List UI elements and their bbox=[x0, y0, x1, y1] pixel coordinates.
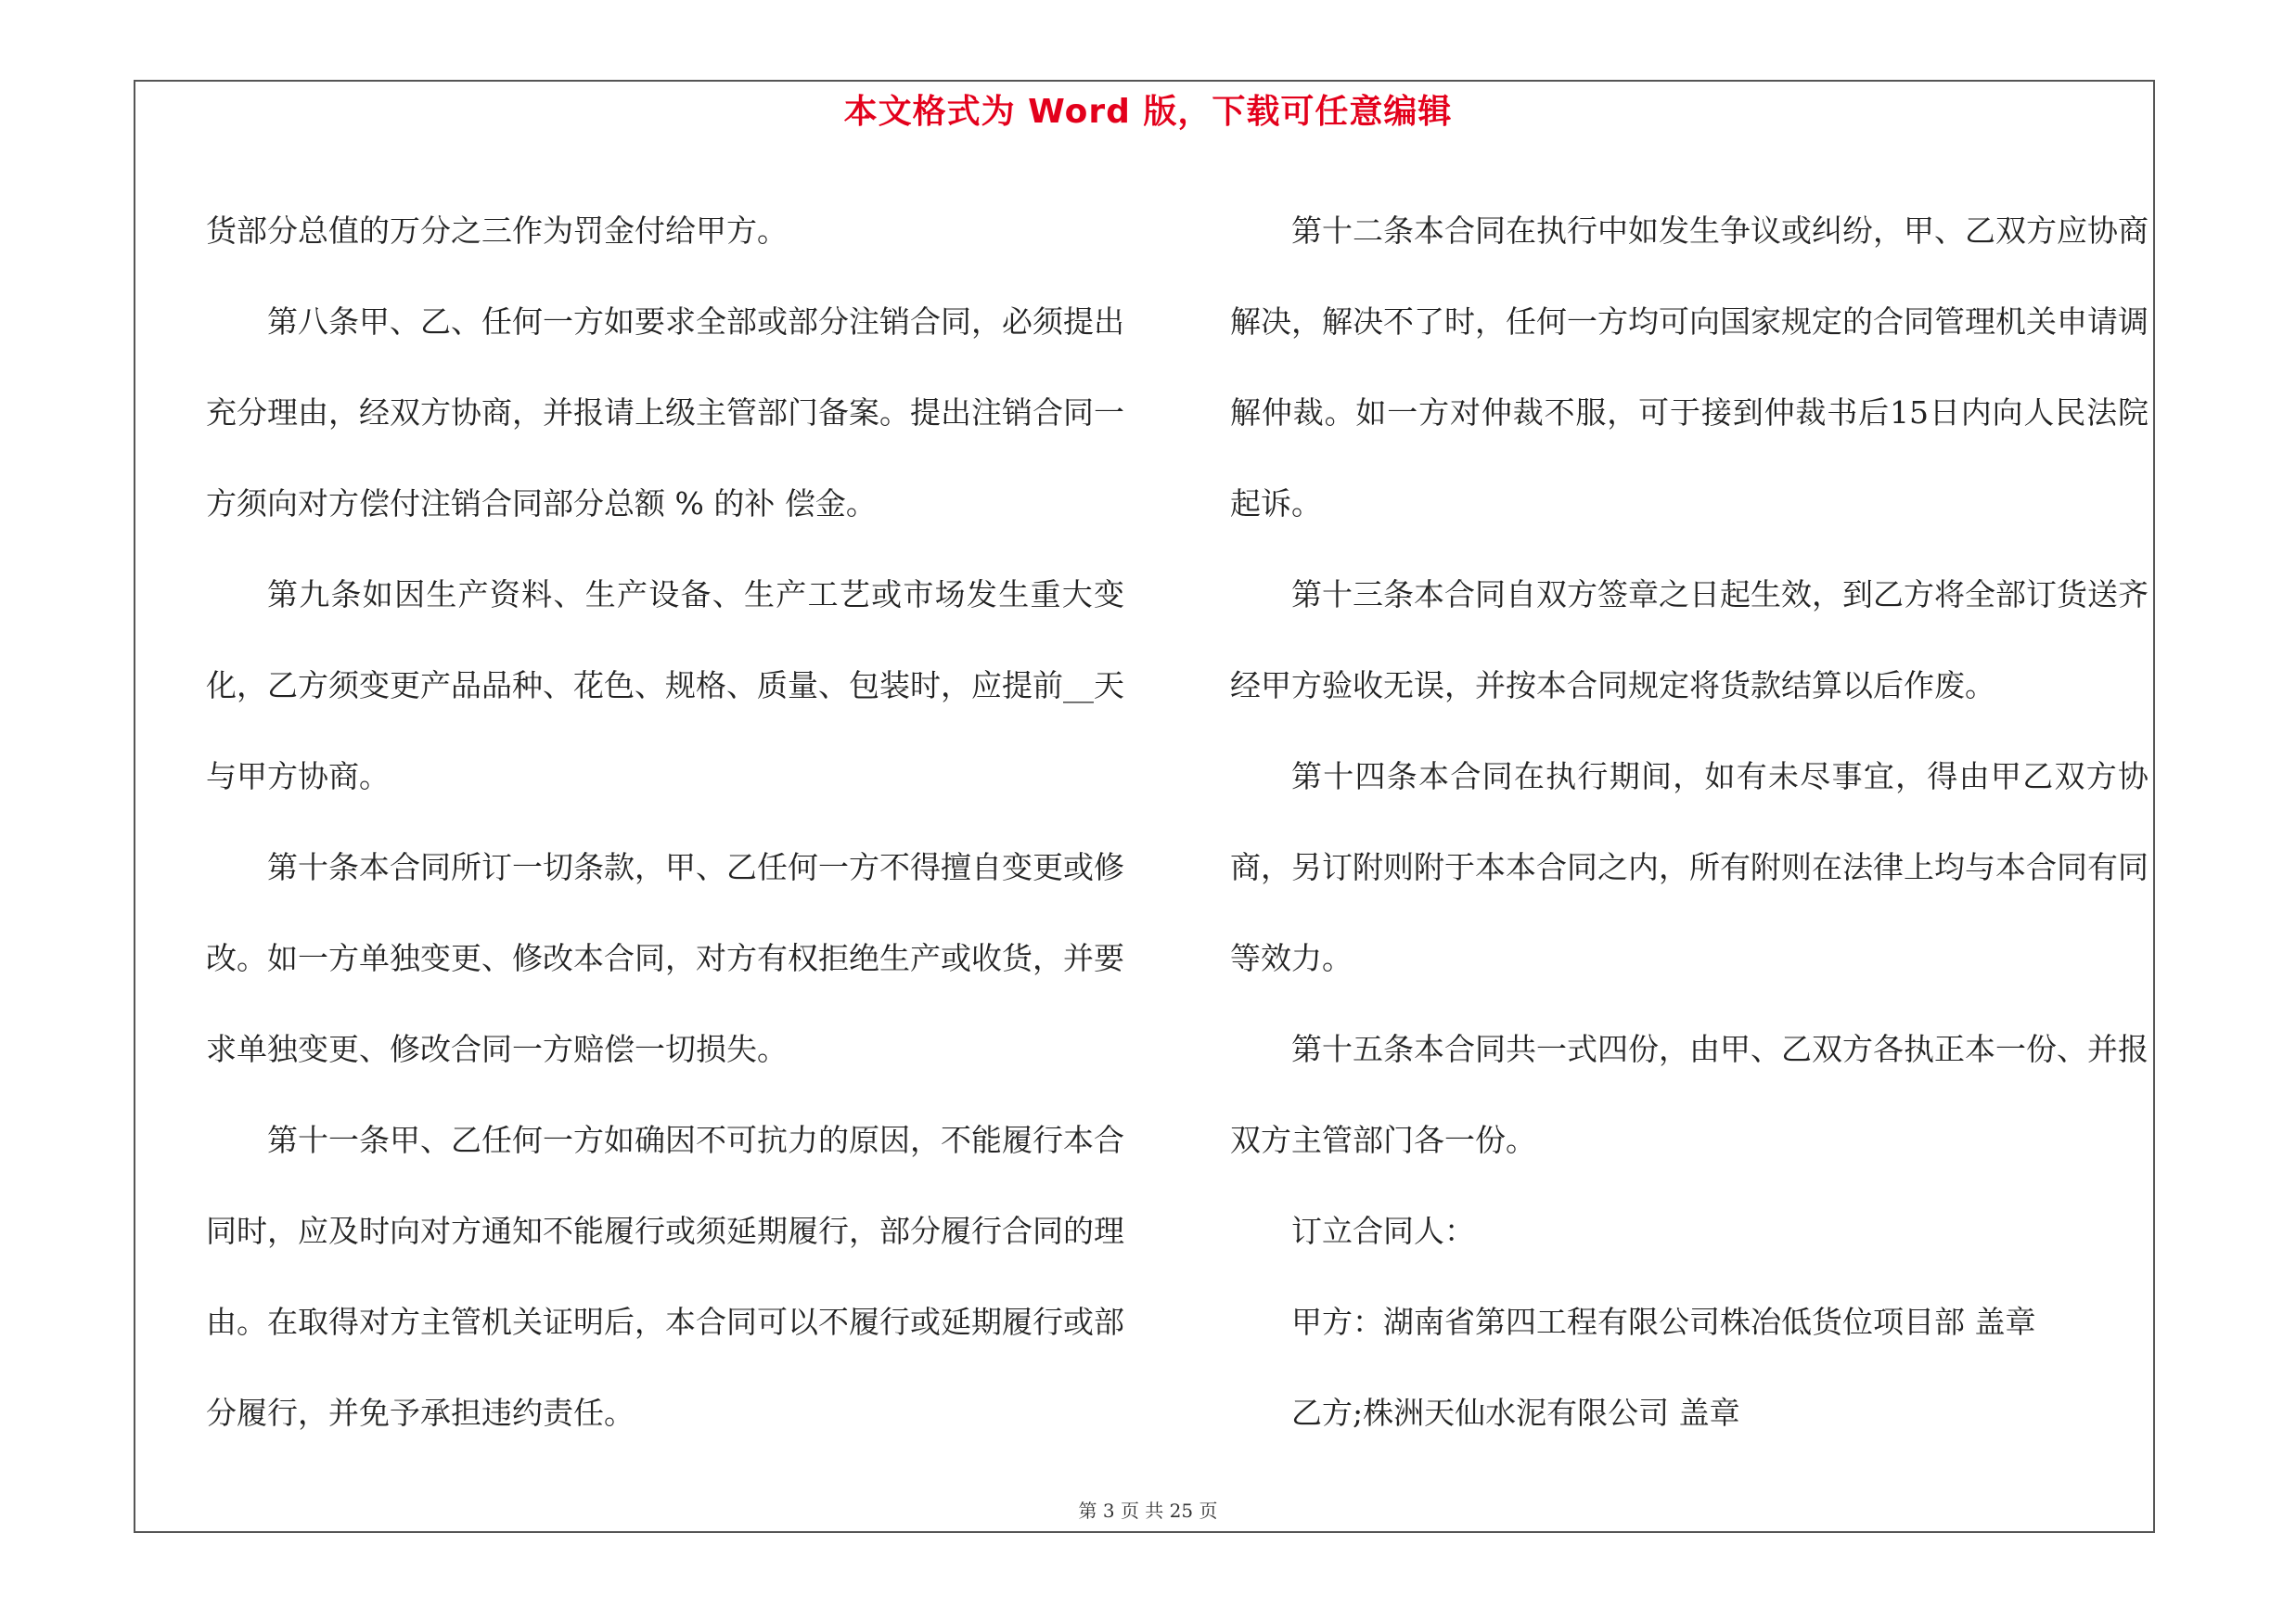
party-a-signature-line: 甲方：湖南省第四工程有限公司株冶低货位项目部 盖章 bbox=[1291, 1304, 2036, 1340]
article-13-paragraph: 第十三条本合同自双方签章之日起生效，到乙方将全部订货送齐经甲方验收无误，并按本合同规定将货款结算以后作废。 bbox=[1230, 576, 2148, 703]
right-text-column bbox=[1230, 186, 2148, 1459]
paragraph-continuation: 货部分总值的万分之三作为罚金付给甲方。 bbox=[206, 213, 788, 249]
article-14-paragraph: 第十四条本合同在执行期间，如有未尽事宜，得由甲乙双方协商，另订附则附于本本合同之内，所有附则在法律上均与本合同有同等效力。 bbox=[1230, 758, 2148, 976]
left-text-column bbox=[206, 186, 1124, 1459]
signatories-heading: 订立合同人： bbox=[1291, 1213, 1475, 1249]
word-format-banner: 本文格式为 Word 版，下载可任意编辑 bbox=[843, 93, 1453, 131]
page-number-footer: 第 3 页 共 25 页 bbox=[1078, 1500, 1218, 1522]
party-b-signature-line: 乙方;株洲天仙水泥有限公司 盖章 bbox=[1291, 1395, 1740, 1431]
article-9-paragraph: 第九条如因生产资料、生产设备、生产工艺或市场发生重大变化，乙方须变更产品品种、花色、规格、质量、包装时，应提前__天与甲方协商。 bbox=[206, 576, 1124, 794]
article-11-paragraph: 第十一条甲、乙任何一方如确因不可抗力的原因，不能履行本合同时，应及时向对方通知不能履行或须延期履行，部分履行合同的理由。在取得对方主管机关证明后，本合同可以不履行或延期履行或部分履行，并免予承担违约责任。 bbox=[206, 1122, 1124, 1431]
article-15-paragraph: 第十五条本合同共一式四份，由甲、乙双方各执正本一份、并报双方主管部门各一份。 bbox=[1230, 1031, 2148, 1158]
article-12-paragraph: 第十二条本合同在执行中如发生争议或纠纷，甲、乙双方应协商解决，解决不了时，任何一方均可向国家规定的合同管理机关申请调解仲裁。如一方对仲裁不服，可于接到仲裁书后15日内向人民法院起诉。 bbox=[1230, 213, 2148, 522]
article-10-paragraph: 第十条本合同所订一切条款，甲、乙任何一方不得擅自变更或修改。如一方单独变更、修改本合同，对方有权拒绝生产或收货，并要求单独变更、修改合同一方赔偿一切损失。 bbox=[206, 849, 1124, 1067]
article-8-paragraph: 第八条甲、乙、任何一方如要求全部或部分注销合同，必须提出充分理由，经双方协商，并报请上级主管部门备案。提出注销合同一方须向对方偿付注销合同部分总额 % 的补 偿金。 bbox=[206, 303, 1124, 522]
